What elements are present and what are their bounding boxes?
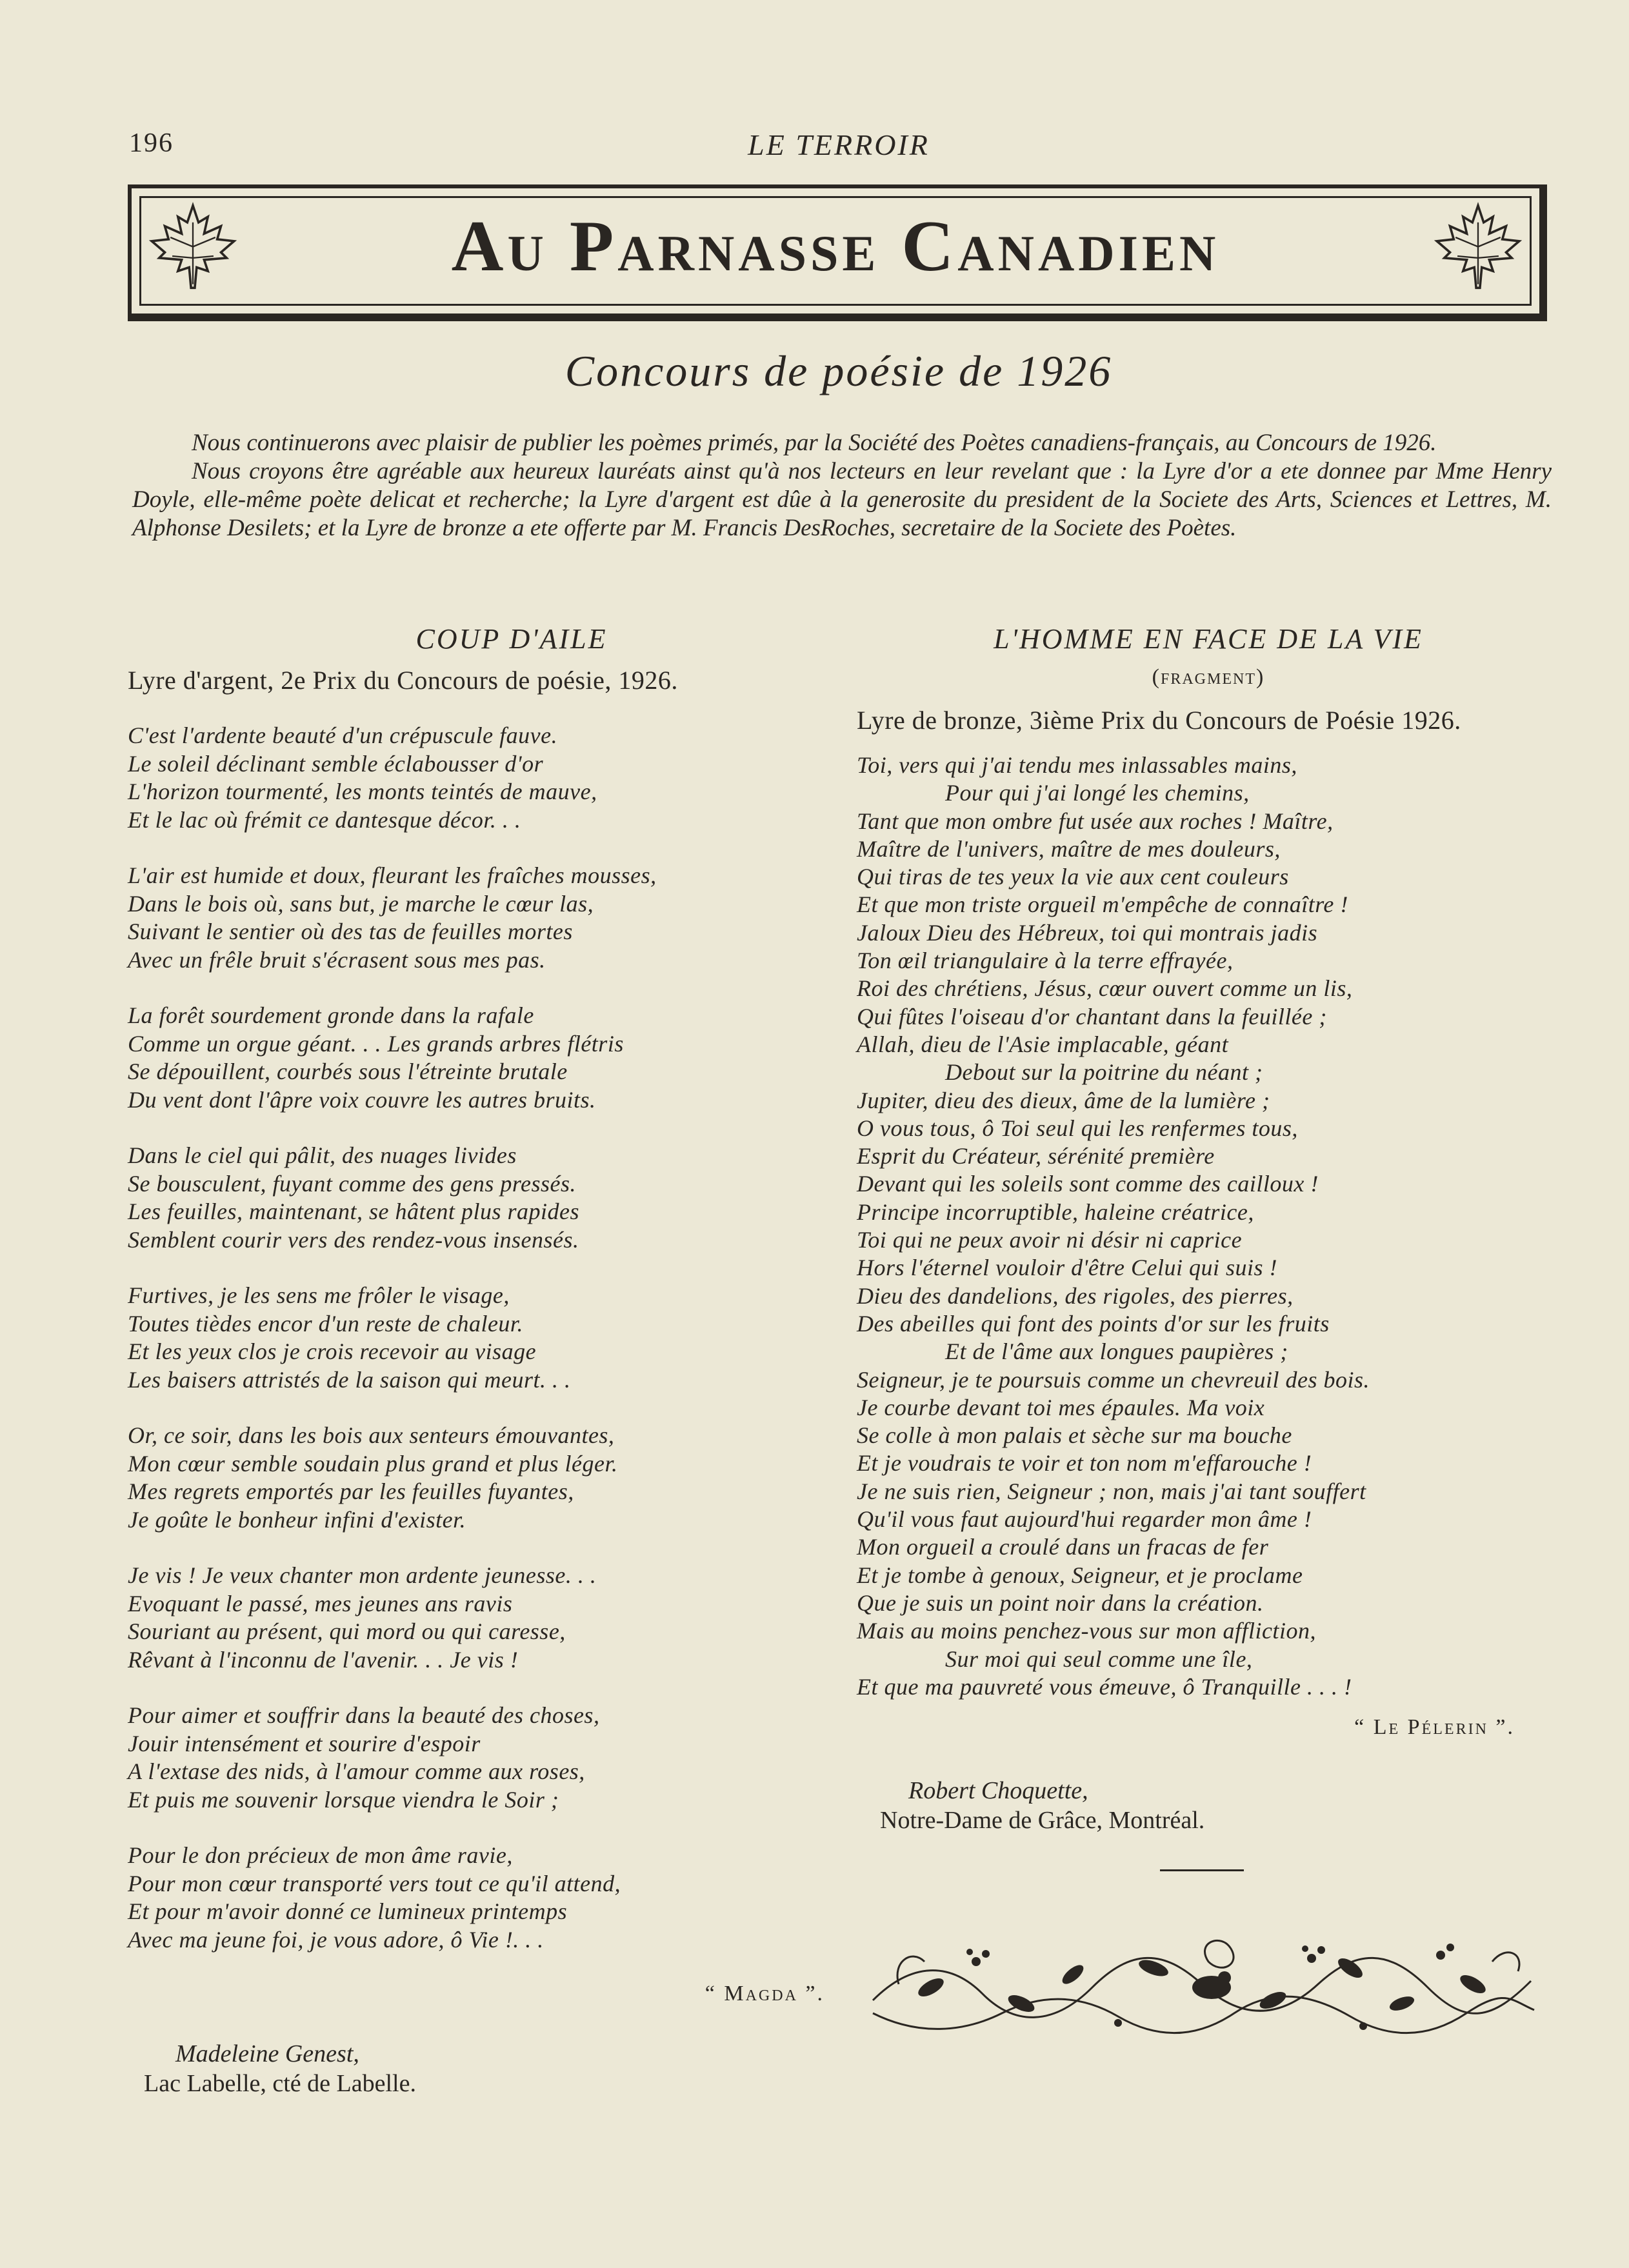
poem-line: Je vis ! Je veux chanter mon ardente jeunesse. . . — [128, 1562, 597, 1588]
poem-line: Avec un frêle bruit s'écrasent sous mes pas. — [128, 946, 546, 973]
intro-paragraph: Nous croyons être agréable aux heureux lauréats ainst qu'à nos lecteurs en leur revelant que : la Lyre d'or a ete donnee par Mme Henry Doyle, elle-même poète delicat et recherche; la Lyre d'argent est dûe à la generosite du president de la Societe des Arts, Sciences et Lettres, M. Alphonse Desilets; et la Lyre de bronze a ete offerte par M. Francis DesRoches, secretaire de la Societe des Poètes. — [132, 458, 1552, 541]
poem-line: Dans le ciel qui pâlit, des nuages livides — [128, 1142, 517, 1168]
poem-line: Les baisers attristés de la saison qui meurt. . . — [128, 1366, 571, 1393]
poem-line: Allah, dieu de l'Asie implacable, géant — [857, 1031, 1229, 1057]
poem-line: Sur moi qui seul comme une île, — [945, 1646, 1253, 1672]
poem-line: Les feuilles, maintenant, se hâtent plus rapides — [128, 1199, 579, 1224]
author-name: Robert Choquette, — [908, 1777, 1088, 1805]
prize-line: Lyre d'argent, 2e Prix du Concours de poésie, 1926. — [128, 666, 678, 695]
poem-line: Dieu des dandelions, des rigoles, des pierres, — [857, 1282, 1294, 1309]
poem-line: Toi, vers qui j'ai tendu mes inlassables mains, — [857, 752, 1297, 778]
poem-line: Qu'il vous faut aujourd'hui regarder mon âme ! — [857, 1506, 1312, 1533]
poem-line: Du vent dont l'âpre voix couvre les autres bruits. — [128, 1086, 596, 1113]
divider-rule — [1160, 1869, 1244, 1871]
poem-line: Jaloux Dieu des Hébreux, toi qui montrais jadis — [857, 919, 1318, 946]
poem-line: Et pour m'avoir donné ce lumineux printemps — [128, 1898, 568, 1924]
poem-line: Et que mon triste orgueil m'empêche de connaître ! — [857, 891, 1348, 918]
poem-stanza — [128, 1002, 844, 1114]
poem-line: Toi qui ne peux avoir ni désir ni caprice — [857, 1227, 1243, 1253]
poem-line: Or, ce soir, dans les bois aux senteurs émouvantes, — [128, 1422, 615, 1448]
page-number: 196 — [129, 128, 174, 158]
maple-leaf-icon — [145, 200, 241, 293]
poem-line: Mon cœur semble soudain plus grand et plus léger. — [128, 1450, 618, 1477]
floral-ornament-icon — [860, 1923, 1544, 2045]
poem-line: La forêt sourdement gronde dans la rafale — [128, 1002, 534, 1028]
poem-line: Et je tombe à genoux, Seigneur, et je proclame — [857, 1562, 1303, 1588]
poem-line: Evoquant le passé, mes jeunes ans ravis — [128, 1590, 513, 1616]
poem-line: Pour mon cœur transporté vers tout ce qu'il attend, — [128, 1870, 621, 1896]
banner-title: Au Parnasse Canadien — [451, 206, 1220, 286]
poem-line: Ton œil triangulaire à la terre effrayée, — [857, 948, 1234, 974]
poem-stanza — [128, 1142, 844, 1254]
poem-line: Jupiter, dieu des dieux, âme de la lumière ; — [857, 1087, 1270, 1113]
poem-line: Seigneur, je te poursuis comme un chevreuil des bois. — [857, 1366, 1370, 1393]
poem-line: Furtives, je les sens me frôler le visage, — [128, 1282, 510, 1308]
poem-title: COUP D'AILE — [415, 623, 608, 655]
author-place: Lac Labelle, cté de Labelle. — [144, 2070, 416, 2097]
maple-leaf-icon — [1430, 200, 1526, 293]
poem-line: Et le lac où frémit ce dantesque décor. . . — [128, 806, 521, 833]
contest-subtitle: Concours de poésie de 1926 — [565, 346, 1113, 395]
poem-stanza — [128, 1842, 844, 1954]
poem-line: Et puis me souvenir lorsque viendra le Soir ; — [128, 1786, 559, 1813]
poem-stanza — [128, 1282, 844, 1394]
poem-line: Se bousculent, fuyant comme des gens pressés. — [128, 1170, 577, 1197]
poem-stanza — [128, 1702, 844, 1814]
poem-line: Je ne suis rien, Seigneur ; non, mais j'ai tant souffert — [857, 1478, 1366, 1504]
page-header — [129, 128, 1548, 166]
poem-pseudonym: “ Le Pélerin ”. — [1354, 1715, 1515, 1740]
poem-line: L'horizon tourmenté, les monts teintés de mauve, — [128, 779, 597, 804]
poem-line: Esprit du Créateur, sérénité première — [857, 1143, 1215, 1169]
poem-line: Jouir intensément et sourire d'espoir — [128, 1730, 481, 1756]
poem-stanza — [128, 1562, 844, 1674]
author-name: Madeleine Genest, — [175, 2040, 359, 2067]
poem-line: Roi des chrétiens, Jésus, cœur ouvert comme un lis, — [857, 975, 1353, 1002]
poem-line: Des abeilles qui font des points d'or sur les fruits — [857, 1310, 1330, 1337]
poem-line: Je goûte le bonheur infini d'exister. — [128, 1506, 466, 1533]
intro-text — [132, 429, 1552, 542]
poem-line: Rêvant à l'inconnu de l'avenir. . . Je vis ! — [128, 1646, 519, 1673]
poem-line: L'air est humide et doux, fleurant les fraîches mousses, — [128, 862, 657, 888]
poem-line: Maître de l'univers, maître de mes douleurs, — [857, 835, 1281, 862]
right-poem-column — [857, 622, 1560, 2049]
poem-line: Principe incorruptible, haleine créatrice, — [857, 1199, 1254, 1225]
poem-line: Mes regrets emportés par les feuilles fuyantes, — [128, 1478, 574, 1504]
poem-line: Pour aimer et souffrir dans la beauté des choses, — [128, 1702, 600, 1728]
poem-line: Et les yeux clos je crois recevoir au visage — [128, 1338, 537, 1364]
left-poem-column — [128, 622, 844, 2098]
poem-line: Pour le don précieux de mon âme ravie, — [128, 1842, 513, 1868]
poem-line: Et je voudrais te voir et ton nom m'effarouche ! — [857, 1450, 1312, 1477]
poem-line: O vous tous, ô Toi seul qui les renfermes tous, — [857, 1115, 1298, 1141]
fragment-label: (fragment) — [1152, 665, 1265, 689]
intro-paragraph: Nous continuerons avec plaisir de publier les poèmes primés, par la Société des Poètes canadiens-français, au Concours de 1926. — [192, 430, 1437, 456]
poem-line: Mais au moins penchez-vous sur mon affliction, — [857, 1618, 1316, 1644]
poem-line: C'est l'ardente beauté d'un crépuscule fauve. — [128, 722, 558, 748]
poem-line: Avec ma jeune foi, je vous adore, ô Vie !. . . — [128, 1926, 544, 1953]
poem-stanza — [128, 862, 844, 974]
poem-line: Souriant au présent, qui mord ou qui caresse, — [128, 1618, 566, 1644]
section-banner — [128, 184, 1547, 321]
running-title: LE TERROIR — [748, 128, 930, 161]
poem-body — [128, 722, 844, 1954]
poem-line: Qui fûtes l'oiseau d'or chantant dans la feuillée ; — [857, 1003, 1327, 1030]
poem-line: Comme un orgue géant. . . Les grands arbres flétris — [128, 1030, 624, 1057]
prize-line: Lyre de bronze, 3ième Prix du Concours de Poésie 1926. — [857, 706, 1461, 735]
poem-line: Le soleil déclinant semble éclabousser d'or — [128, 750, 544, 777]
poem-line: Toutes tièdes encor d'un reste de chaleur. — [128, 1310, 523, 1337]
poem-line: Je courbe devant toi mes épaules. Ma voix — [857, 1394, 1265, 1420]
poem-line: Hors l'éternel vouloir d'être Celui qui suis ! — [857, 1255, 1277, 1281]
poem-title: L'HOMME EN FACE DE LA VIE — [994, 623, 1423, 655]
poem-line: Tant que mon ombre fut usée aux roches ! Maître, — [857, 808, 1334, 834]
poem-stanza — [128, 1422, 844, 1534]
poem-line: Et de l'âme aux longues paupières ; — [945, 1338, 1288, 1365]
poem-line: Qui tiras de tes yeux la vie aux cent couleurs — [857, 864, 1289, 890]
poem-line: Mon orgueil a croulé dans un fracas de fer — [857, 1534, 1269, 1560]
poem-line: Devant qui les soleils sont comme des cailloux ! — [857, 1171, 1319, 1197]
poem-stanza — [128, 722, 844, 834]
poem-line: Se dépouillent, courbés sous l'étreinte brutale — [128, 1059, 568, 1084]
poem-line: Et que ma pauvreté vous émeuve, ô Tranquille . . . ! — [857, 1673, 1352, 1700]
poem-pseudonym: “ Magda ”. — [705, 1982, 824, 2005]
poem-line: Dans le bois où, sans but, je marche le cœur las, — [128, 890, 594, 917]
author-place: Notre-Dame de Grâce, Montréal. — [880, 1807, 1205, 1835]
poem-line: Se colle à mon palais et sèche sur ma bouche — [857, 1422, 1292, 1449]
poem-line: Suivant le sentier où des tas de feuilles mortes — [128, 919, 573, 944]
poem-line: Pour qui j'ai longé les chemins, — [945, 780, 1250, 806]
poem-line: A l'extase des nids, à l'amour comme aux roses, — [128, 1758, 585, 1784]
poem-body — [857, 751, 1560, 1701]
poem-line: Que je suis un point noir dans la création. — [857, 1589, 1264, 1616]
poem-line: Debout sur la poitrine du néant ; — [945, 1059, 1263, 1086]
poem-line: Semblent courir vers des rendez-vous insensés. — [128, 1226, 579, 1253]
